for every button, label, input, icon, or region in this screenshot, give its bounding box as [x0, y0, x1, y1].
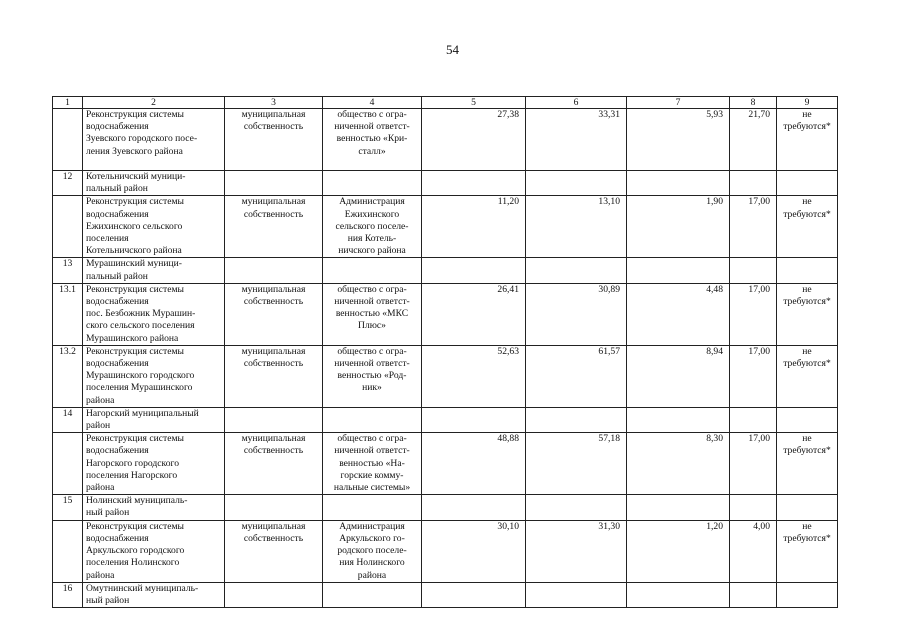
col7-value-cell: 8,30	[627, 433, 730, 495]
row-number-cell	[53, 196, 83, 258]
row-number-cell: 13	[53, 258, 83, 283]
header-cell: 6	[526, 97, 627, 109]
header-cell: 5	[422, 97, 526, 109]
object-name-cell: Реконструкция системы водоснабжения Аркульского городского поселения Нолинского района	[83, 520, 225, 582]
col5-value-cell: 27,38	[422, 109, 526, 171]
col9-status-cell: не требуются*	[777, 520, 838, 582]
owner-organization-cell: общество с огра- ниченной ответст- венностью «На- горские комму- нальные системы»	[323, 433, 422, 495]
ownership-cell	[225, 407, 323, 432]
col5-value-cell: 52,63	[422, 345, 526, 407]
object-name-cell: Реконструкция системы водоснабжения Зуевского городского посе- ления Зуевского района	[83, 109, 225, 171]
row-number-cell	[53, 109, 83, 171]
row-number-cell: 13.1	[53, 283, 83, 345]
col7-value-cell: 1,20	[627, 520, 730, 582]
object-name-cell: Омутнинский муниципаль- ный район	[83, 582, 225, 607]
col8-value-cell: 17,00	[730, 196, 777, 258]
object-name-cell: Нагорский муниципальный район	[83, 407, 225, 432]
col6-value-cell	[526, 582, 627, 607]
row-number-cell: 12	[53, 171, 83, 196]
col8-value-cell: 17,00	[730, 345, 777, 407]
col8-value-cell: 17,00	[730, 433, 777, 495]
col5-value-cell	[422, 582, 526, 607]
object-name-cell: Реконструкция системы водоснабжения Мурашинского городского поселения Мурашинского района	[83, 345, 225, 407]
ownership-cell: муниципальная собственность	[225, 520, 323, 582]
project-row	[53, 109, 838, 171]
owner-organization-cell: Администрация Аркульского го- родского поселе- ния Нолинского района	[323, 520, 422, 582]
col8-value-cell	[730, 258, 777, 283]
header-cell: 8	[730, 97, 777, 109]
col6-value-cell	[526, 407, 627, 432]
object-name-cell: Мурашинский муници- пальный район	[83, 258, 225, 283]
ownership-cell	[225, 582, 323, 607]
col8-value-cell: 17,00	[730, 283, 777, 345]
col5-value-cell	[422, 171, 526, 196]
ownership-cell	[225, 495, 323, 520]
col8-value-cell	[730, 495, 777, 520]
row-number-cell: 14	[53, 407, 83, 432]
col9-status-cell: не требуются*	[777, 109, 838, 171]
col5-value-cell	[422, 407, 526, 432]
ownership-cell: муниципальная собственность	[225, 196, 323, 258]
col5-value-cell: 48,88	[422, 433, 526, 495]
owner-organization-cell: общество с огра- ниченной ответст- венностью «Род- ник»	[323, 345, 422, 407]
district-row	[53, 407, 838, 432]
owner-organization-cell: общество с огра- ниченной ответст- венностью «Кри- сталл»	[323, 109, 422, 171]
header-cell: 9	[777, 97, 838, 109]
col6-value-cell: 13,10	[526, 196, 627, 258]
row-number-cell	[53, 433, 83, 495]
row-number-cell: 15	[53, 495, 83, 520]
district-row	[53, 171, 838, 196]
project-row	[53, 520, 838, 582]
row-number-cell: 13.2	[53, 345, 83, 407]
owner-organization-cell	[323, 495, 422, 520]
row-number-cell	[53, 520, 83, 582]
object-name-cell: Котельничский муници- пальный район	[83, 171, 225, 196]
project-row	[53, 433, 838, 495]
col5-value-cell: 11,20	[422, 196, 526, 258]
col7-value-cell: 4,48	[627, 283, 730, 345]
col7-value-cell	[627, 495, 730, 520]
col8-value-cell: 21,70	[730, 109, 777, 171]
object-name-cell: Реконструкция системы водоснабжения Ежихинского сельского поселения Котельничского района	[83, 196, 225, 258]
investment-table	[52, 96, 838, 608]
ownership-cell: муниципальная собственность	[225, 345, 323, 407]
page-number: 54	[446, 42, 459, 57]
col6-value-cell: 31,30	[526, 520, 627, 582]
ownership-cell	[225, 258, 323, 283]
col8-value-cell	[730, 582, 777, 607]
col9-status-cell	[777, 258, 838, 283]
col9-status-cell	[777, 171, 838, 196]
district-row	[53, 495, 838, 520]
ownership-cell: муниципальная собственность	[225, 433, 323, 495]
col9-status-cell	[777, 407, 838, 432]
col9-status-cell: не требуются*	[777, 196, 838, 258]
owner-organization-cell	[323, 171, 422, 196]
district-row	[53, 582, 838, 607]
col7-value-cell	[627, 582, 730, 607]
col6-value-cell: 57,18	[526, 433, 627, 495]
header-cell: 1	[53, 97, 83, 109]
header-cell: 2	[83, 97, 225, 109]
header-cell: 3	[225, 97, 323, 109]
col6-value-cell: 61,57	[526, 345, 627, 407]
header-cell: 7	[627, 97, 730, 109]
project-row	[53, 345, 838, 407]
col8-value-cell	[730, 171, 777, 196]
ownership-cell: муниципальная собственность	[225, 109, 323, 171]
col7-value-cell: 1,90	[627, 196, 730, 258]
col5-value-cell	[422, 495, 526, 520]
col6-value-cell: 33,31	[526, 109, 627, 171]
row-number-cell: 16	[53, 582, 83, 607]
col8-value-cell	[730, 407, 777, 432]
header-row	[53, 97, 838, 109]
object-name-cell: Реконструкция системы водоснабжения пос. Безбожник Мурашин- ского сельского поселения Мурашинского района	[83, 283, 225, 345]
ownership-cell	[225, 171, 323, 196]
col7-value-cell	[627, 407, 730, 432]
owner-organization-cell: Администрация Ежихинского сельского поселе- ния Котель- ничского района	[323, 196, 422, 258]
col5-value-cell: 26,41	[422, 283, 526, 345]
col9-status-cell: не требуются*	[777, 433, 838, 495]
col6-value-cell	[526, 258, 627, 283]
ownership-cell: муниципальная собственность	[225, 283, 323, 345]
district-row	[53, 258, 838, 283]
col9-status-cell: не требуются*	[777, 345, 838, 407]
owner-organization-cell	[323, 258, 422, 283]
col5-value-cell: 30,10	[422, 520, 526, 582]
col7-value-cell	[627, 171, 730, 196]
col6-value-cell	[526, 495, 627, 520]
col8-value-cell: 4,00	[730, 520, 777, 582]
project-row	[53, 196, 838, 258]
owner-organization-cell	[323, 582, 422, 607]
owner-organization-cell: общество с огра- ниченной ответст- венностью «МКС Плюс»	[323, 283, 422, 345]
col5-value-cell	[422, 258, 526, 283]
col6-value-cell	[526, 171, 627, 196]
col7-value-cell	[627, 258, 730, 283]
col7-value-cell: 5,93	[627, 109, 730, 171]
col9-status-cell: не требуются*	[777, 283, 838, 345]
object-name-cell: Реконструкция системы водоснабжения Нагорского городского поселения Нагорского района	[83, 433, 225, 495]
col6-value-cell: 30,89	[526, 283, 627, 345]
object-name-cell: Нолинский муниципаль- ный район	[83, 495, 225, 520]
col9-status-cell	[777, 495, 838, 520]
col7-value-cell: 8,94	[627, 345, 730, 407]
col9-status-cell	[777, 582, 838, 607]
header-cell: 4	[323, 97, 422, 109]
project-row	[53, 283, 838, 345]
owner-organization-cell	[323, 407, 422, 432]
